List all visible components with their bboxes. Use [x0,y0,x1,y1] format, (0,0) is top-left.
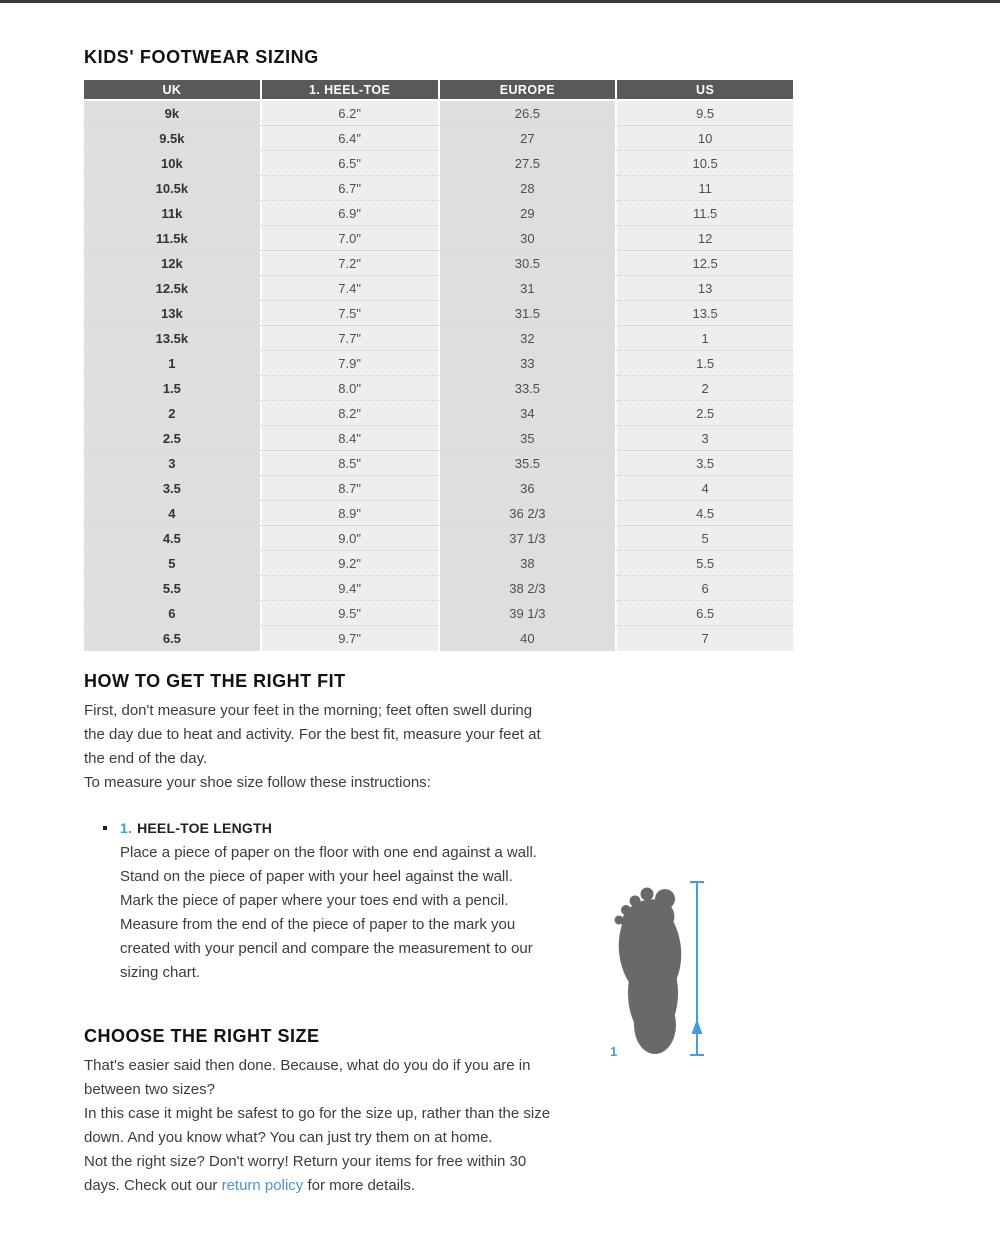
table-cell: 2.5 [84,426,260,450]
table-cell: 3.5 [617,451,793,475]
table-cell: 3 [617,426,793,450]
table-cell: 6.5 [84,626,260,651]
table-cell: 8.4" [262,426,438,450]
text-line: down. And you know what? You can just try them on at home. [84,1129,493,1146]
table-cell: 35 [440,426,616,450]
last-line-suffix: for more details. [303,1177,415,1194]
table-cell: 6.7" [262,176,438,200]
table-cell: 13.5 [617,301,793,325]
text-line: the end of the day. [84,750,208,767]
table-cell: 10k [84,151,260,175]
table-row [84,126,793,151]
table-cell: 6.5 [617,601,793,625]
fit-intro-paragraph [84,699,541,795]
table-cell: 12k [84,251,260,275]
table-cell: 2 [617,376,793,400]
table-cell: 10 [617,126,793,150]
choose-paragraph [84,1054,550,1174]
table-cell: 3 [84,451,260,475]
table-cell: 5 [84,551,260,575]
table-cell: 12.5 [617,251,793,275]
return-policy-link[interactable]: return policy [221,1177,304,1194]
text-line: That's easier said then done. Because, what do you do if you are in [84,1057,531,1074]
measurement-arrow-icon [690,882,704,1055]
last-line-prefix: days. Check out our [84,1177,222,1194]
instruction-bullet-item [103,818,272,838]
table-cell: 9.2" [262,551,438,575]
text-line: To measure your shoe size follow these instructions: [84,774,431,791]
choose-section-title: CHOOSE THE RIGHT SIZE [84,1026,320,1046]
table-row [84,401,793,426]
table-cell: 37 1/3 [440,526,616,550]
table-row [84,426,793,451]
text-line: First, don't measure your feet in the morning; feet often swell during [84,702,533,719]
table-cell: 7.0" [262,226,438,250]
table-cell: 2 [84,401,260,425]
diagram-step-label: 1 [610,1044,618,1059]
column-header-heel-toe: 1. HEEL-TOE [262,80,438,99]
table-row [84,326,793,351]
sizing-table [84,80,793,651]
table-row [84,501,793,526]
table-row [84,551,793,576]
table-cell: 1.5 [617,351,793,375]
table-cell: 5 [617,526,793,550]
table-cell: 4 [617,476,793,500]
table-row [84,151,793,176]
table-cell: 8.5" [262,451,438,475]
table-cell: 3.5 [84,476,260,500]
table-cell: 8.2" [262,401,438,425]
table-cell: 11k [84,201,260,225]
bullet-square-icon [103,826,107,830]
table-cell: 36 2/3 [440,501,616,525]
table-row [84,226,793,251]
table-cell: 33 [440,351,616,375]
table-row [84,476,793,501]
table-cell: 7.4" [262,276,438,300]
table-cell: 31.5 [440,301,616,325]
table-cell: 27 [440,126,616,150]
table-row [84,451,793,476]
table-cell: 9.5 [617,101,793,125]
table-cell: 5.5 [617,551,793,575]
text-line: the day due to heat and activity. For the best fit, measure your feet at [84,726,541,743]
table-cell: 34 [440,401,616,425]
table-cell: 1 [617,326,793,350]
table-cell: 1.5 [84,376,260,400]
table-cell: 10.5k [84,176,260,200]
table-cell: 26.5 [440,101,616,125]
table-row [84,626,793,651]
table-row [84,601,793,626]
table-row [84,301,793,326]
table-cell: 36 [440,476,616,500]
table-cell: 5.5 [84,576,260,600]
foot-icon [614,888,686,1055]
table-cell: 8.7" [262,476,438,500]
text-line: created with your pencil and compare the measurement to our [120,940,533,957]
table-cell: 4 [84,501,260,525]
table-cell: 9.4" [262,576,438,600]
table-cell: 9k [84,101,260,125]
top-border [0,0,1000,3]
text-line: Not the right size? Don't worry! Return your items for free within 30 [84,1153,527,1170]
table-row [84,576,793,601]
table-cell: 6 [617,576,793,600]
text-line: Mark the piece of paper where your toes end with a pencil. [120,892,509,909]
table-cell: 6.2" [262,101,438,125]
table-cell: 7 [617,626,793,651]
table-cell: 27.5 [440,151,616,175]
table-cell: 8.9" [262,501,438,525]
text-line: between two sizes? [84,1081,215,1098]
page-title: KIDS' FOOTWEAR SIZING [84,47,319,67]
table-cell: 9.5k [84,126,260,150]
table-cell: 28 [440,176,616,200]
table-body [84,101,793,651]
column-header-uk: UK [84,80,260,99]
text-line: Stand on the piece of paper with your heel against the wall. [120,868,513,885]
choose-paragraph-last-line [84,1174,415,1198]
table-row [84,251,793,276]
instruction-title: HEEL-TOE LENGTH [137,820,273,836]
table-cell: 39 1/3 [440,601,616,625]
table-cell: 6 [84,601,260,625]
table-row [84,276,793,301]
instruction-paragraph [120,841,537,985]
text-line: Place a piece of paper on the floor with one end against a wall. [120,844,537,861]
foot-measurement-diagram [598,868,710,1064]
table-cell: 35.5 [440,451,616,475]
column-header-us: US [617,80,793,99]
table-row [84,351,793,376]
table-cell: 11.5 [617,201,793,225]
table-cell: 7.9" [262,351,438,375]
table-cell: 9.0" [262,526,438,550]
table-cell: 40 [440,626,616,651]
table-cell: 38 2/3 [440,576,616,600]
table-row [84,176,793,201]
table-cell: 9.5" [262,601,438,625]
table-cell: 6.9" [262,201,438,225]
table-cell: 10.5 [617,151,793,175]
fit-section-title: HOW TO GET THE RIGHT FIT [84,671,346,691]
table-cell: 31 [440,276,616,300]
table-cell: 4.5 [617,501,793,525]
table-row [84,376,793,401]
table-cell: 7.2" [262,251,438,275]
table-cell: 13 [617,276,793,300]
table-cell: 33.5 [440,376,616,400]
table-cell: 32 [440,326,616,350]
table-row [84,101,793,126]
table-cell: 11 [617,176,793,200]
table-row [84,201,793,226]
instruction-number: 1. [120,820,133,836]
text-line: In this case it might be safest to go for the size up, rather than the size [84,1105,551,1122]
table-cell: 6.4" [262,126,438,150]
table-cell: 29 [440,201,616,225]
table-cell: 6.5" [262,151,438,175]
table-cell: 30 [440,226,616,250]
table-row [84,526,793,551]
table-cell: 13.5k [84,326,260,350]
table-cell: 1 [84,351,260,375]
table-cell: 13k [84,301,260,325]
table-cell: 9.7" [262,626,438,651]
table-cell: 8.0" [262,376,438,400]
table-cell: 2.5 [617,401,793,425]
column-header-europe: EUROPE [440,80,616,99]
text-line: sizing chart. [120,964,201,981]
table-header-row [84,80,793,99]
table-cell: 11.5k [84,226,260,250]
table-cell: 7.7" [262,326,438,350]
table-cell: 30.5 [440,251,616,275]
table-cell: 12 [617,226,793,250]
table-cell: 7.5" [262,301,438,325]
table-cell: 38 [440,551,616,575]
table-cell: 12.5k [84,276,260,300]
text-line: Measure from the end of the piece of paper to the mark you [120,916,516,933]
table-cell: 4.5 [84,526,260,550]
